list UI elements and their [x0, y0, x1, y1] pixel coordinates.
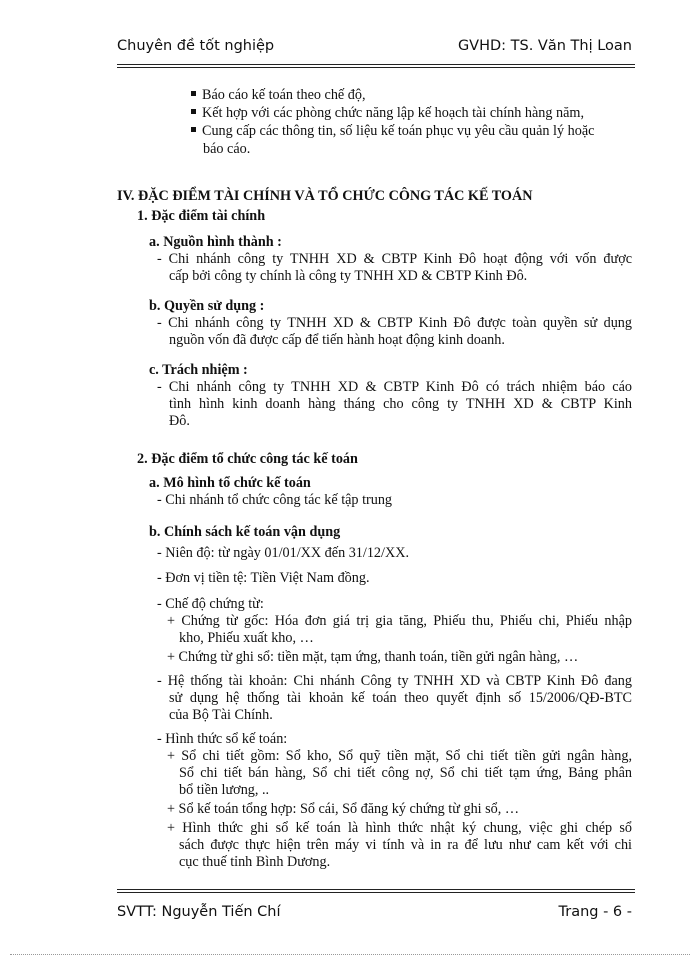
section-heading: IV. ĐẶC ĐIỂM TÀI CHÍNH VÀ TỔ CHỨC CÔNG TÁC KẾ TOÁN	[117, 188, 533, 204]
paragraph-line: - Chi nhánh tổ chức công tác kế tập trung	[157, 492, 393, 508]
list-line: - Chế độ chứng từ:	[157, 596, 264, 612]
sub-list-line: cục thuế tỉnh Bình Dương.	[179, 854, 331, 870]
paragraph-line: Đô.	[169, 413, 190, 429]
page-number: Trang - 6 -	[558, 904, 632, 920]
sub-list-line: + Hình thức ghi sổ kế toán là hình thức nhật ký chung, việc ghi chép sổ	[167, 820, 632, 836]
sub-list-line: + Chứng từ ghi sổ: tiền mặt, tạm ứng, thanh toán, tiền gửi ngân hàng, …	[167, 649, 579, 665]
sub-list-line: + Sổ kế toán tổng hợp: Sổ cái, Sổ đăng ký chứng từ ghi sổ, …	[167, 801, 520, 817]
square-bullet-icon	[191, 109, 196, 114]
sub-list-line: + Chứng từ gốc: Hóa đơn giá trị gia tăng, Phiếu thu, Phiếu chi, Phiếu nhập	[167, 613, 632, 629]
footer-student: SVTT: Nguyễn Tiến Chí	[117, 904, 281, 920]
subsection-heading: 1. Đặc điểm tài chính	[137, 208, 266, 224]
list-line: - Niên độ: từ ngày 01/01/XX đến 31/12/XX.	[157, 545, 410, 561]
bullet-item: Báo cáo kế toán theo chế độ,	[191, 87, 366, 104]
paragraph-line: của Bộ Tài Chính.	[169, 707, 273, 723]
item-heading: c. Trách nhiệm :	[149, 362, 248, 378]
sub-list-line: bổ tiền lương, ..	[179, 782, 270, 798]
footer-divider	[117, 889, 635, 893]
bullet-item-continued: báo cáo.	[203, 141, 251, 157]
paragraph-line: cấp bởi công ty chính là công ty TNHH XD & CBTP Kinh Đô.	[169, 268, 528, 284]
bullet-item: Cung cấp các thông tin, số liệu kế toán phục vụ yêu cầu quản lý hoặc	[191, 123, 594, 140]
paragraph-line: sử dụng hệ thống tài khoản kế toán theo quyết định số 15/2006/QĐ-BTC	[169, 690, 632, 706]
list-line: - Đơn vị tiền tệ: Tiền Việt Nam đồng.	[157, 570, 370, 586]
bullet-item: Kết hợp với các phòng chức năng lập kế hoạch tài chính hàng năm,	[191, 105, 584, 122]
sub-list-line: + Sổ chi tiết gồm: Sổ kho, Sổ quỹ tiền mặt, Sổ chi tiết tiền gửi ngân hàng,	[167, 748, 632, 764]
square-bullet-icon	[191, 91, 196, 96]
paragraph-line: tình hình kinh doanh hàng tháng cho công ty TNHH XD & CBTP Kinh	[169, 396, 632, 412]
paragraph-line: - Chi nhánh công ty TNHH XD & CBTP Kinh Đô có trách nhiệm báo cáo	[157, 379, 632, 395]
subsection-heading: 2. Đặc điểm tổ chức công tác kế toán	[137, 451, 358, 467]
header-advisor: GVHD: TS. Văn Thị Loan	[457, 38, 632, 54]
item-heading: b. Quyền sử dụng :	[149, 298, 265, 314]
item-heading: a. Mô hình tổ chức kế toán	[149, 475, 311, 491]
item-heading: a. Nguồn hình thành :	[149, 234, 282, 250]
sub-list-line: kho, Phiếu xuất kho, …	[179, 630, 314, 646]
sub-list-line: sách được thực hiện trên máy vi tính và in ra để lưu như cam kết với chi	[179, 837, 632, 853]
square-bullet-icon	[191, 127, 196, 132]
paragraph-line: - Chi nhánh công ty TNHH XD & CBTP Kinh Đô được toàn quyền sử dụng	[157, 315, 632, 331]
header-divider	[117, 64, 635, 68]
sub-list-line: Sổ chi tiết bán hàng, Sổ chi tiết công nợ, Sổ chi tiết tạm ứng, Bảng phân	[179, 765, 632, 781]
list-line: - Hình thức sổ kế toán:	[157, 731, 288, 747]
header-title: Chuyên đề tốt nghiệp	[117, 38, 275, 54]
item-heading: b. Chính sách kế toán vận dụng	[149, 524, 341, 540]
page-break-line	[10, 954, 690, 955]
paragraph-line: - Chi nhánh công ty TNHH XD & CBTP Kinh Đô hoạt động với vốn được	[157, 251, 632, 267]
paragraph-line: nguồn vốn đã được cấp để tiến hành hoạt động kinh doanh.	[169, 332, 505, 348]
paragraph-line: - Hệ thống tài khoản: Chi nhánh Công ty TNHH XD và CBTP Kinh Đô đang	[157, 673, 632, 689]
